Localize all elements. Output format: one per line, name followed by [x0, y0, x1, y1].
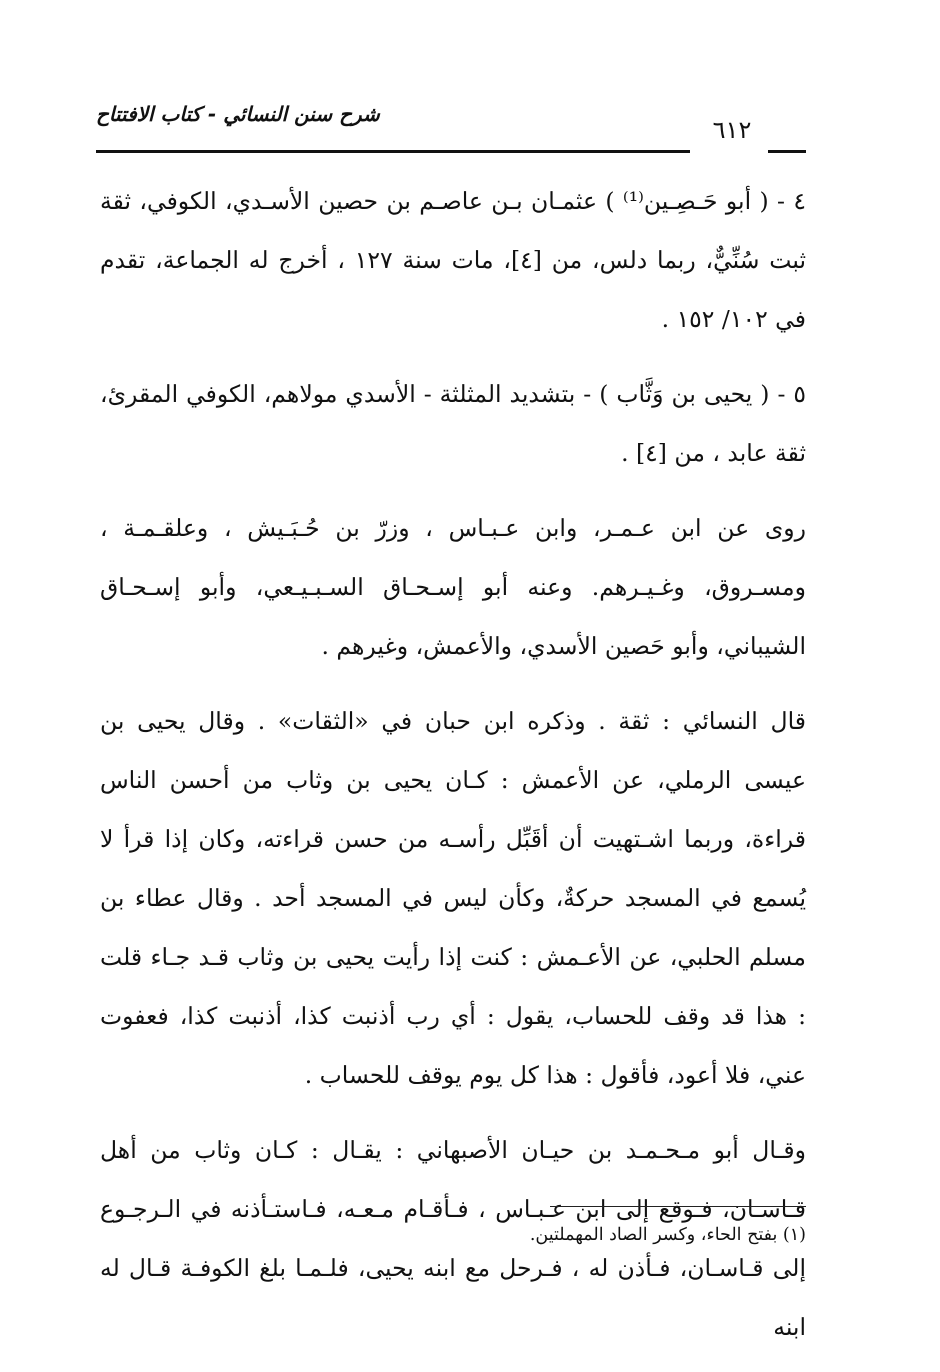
paragraph-narrations: روى عن ابن عـمـر، وابن عـبـاس ، وزرّ بن حُـبَـيش ، وعلقـمـة ، ومسـروق، وغـيـرهم. وعنه أبو إسـحـاق السـبـيـعي، وأبو إسـحـاق الشيباني، وأبو حَصين الأسدي، والأعمش، وغيرهم . — [100, 514, 806, 660]
paragraph-narrator-4: ٤ - ( أبو حَـصِـين⁽¹⁾ ) عثمـان بـن عاصـم بن حصين الأسـدي، الكوفي، ثقة ثبت سُنِّيٌّ، ربما دلس، من [٤]، مات سنة ١٢٧ ، أخرج له الجماعة، تقدم في ١٠٢/ ١٥٢ . — [100, 187, 806, 333]
paragraph-gap — [100, 349, 806, 365]
paragraph-gap — [100, 676, 806, 692]
paragraph-isbahani-quote: وقـال أبو مـحـمـد بن حيـان الأصبهاني : يقـال : كـان وثاب من أهل قـاسـان، فـوقع إلى ابن عـبـاس ، فـأقـام مـعـه، فـاستـأذنه في الـرجـوع إلى قـاسـان، فـأذن له ، فـرحل مع ابنه يحيى، فلـمـا بلغ الكوفـة قـال له ابنه — [100, 1136, 806, 1341]
page-number-dash — [768, 150, 806, 153]
paragraph-narrator-5: ٥ - ( يحيى بن وَثَّاب ) - بتشديد المثلثة - الأسدي مولاهم، الكوفي المقرئ، ثقة عابد ، من [٤] . — [100, 380, 806, 467]
paragraph-gap — [100, 1105, 806, 1121]
body-text — [100, 172, 806, 1357]
header-rule — [96, 150, 690, 153]
page-number: ٦١٢ — [712, 116, 752, 144]
paragraph-nasai-quote: قال النسائي : ثقة . وذكره ابن حبان في «الثقات» . وقال يحيى بن عيسى الرملي، عن الأعمش : كـان يحيى بن وثاب من أحسن الناس قراءة، وربما اشـتهيت أن أقَبِّل رأسـه من حسن قراءته، وكان إذا قرأ لا يُسمع في المسجد حركةٌ، وكأن ليس في المسجد أحد . وقال عطاء بن مسلم الحلبي، عن الأعـمش : كنت إذا رأيت يحيى بن وثاب قـد جـاء قلت : هذا قد وقف للحساب، يقول : أي رب أذنبت كذا، أذنبت كذا، فعفوت عني، فلا أعود، فأقول : هذا كل يوم يوقف للحساب . — [100, 707, 806, 1089]
running-header-title: شرح سنن النسائي - كتاب الافتتاح — [96, 102, 380, 126]
paragraph-gap — [100, 483, 806, 499]
footnote: (١) بفتح الحاء، وكسر الصاد المهملتين. — [529, 1225, 806, 1245]
footnote-rule — [550, 1206, 806, 1207]
